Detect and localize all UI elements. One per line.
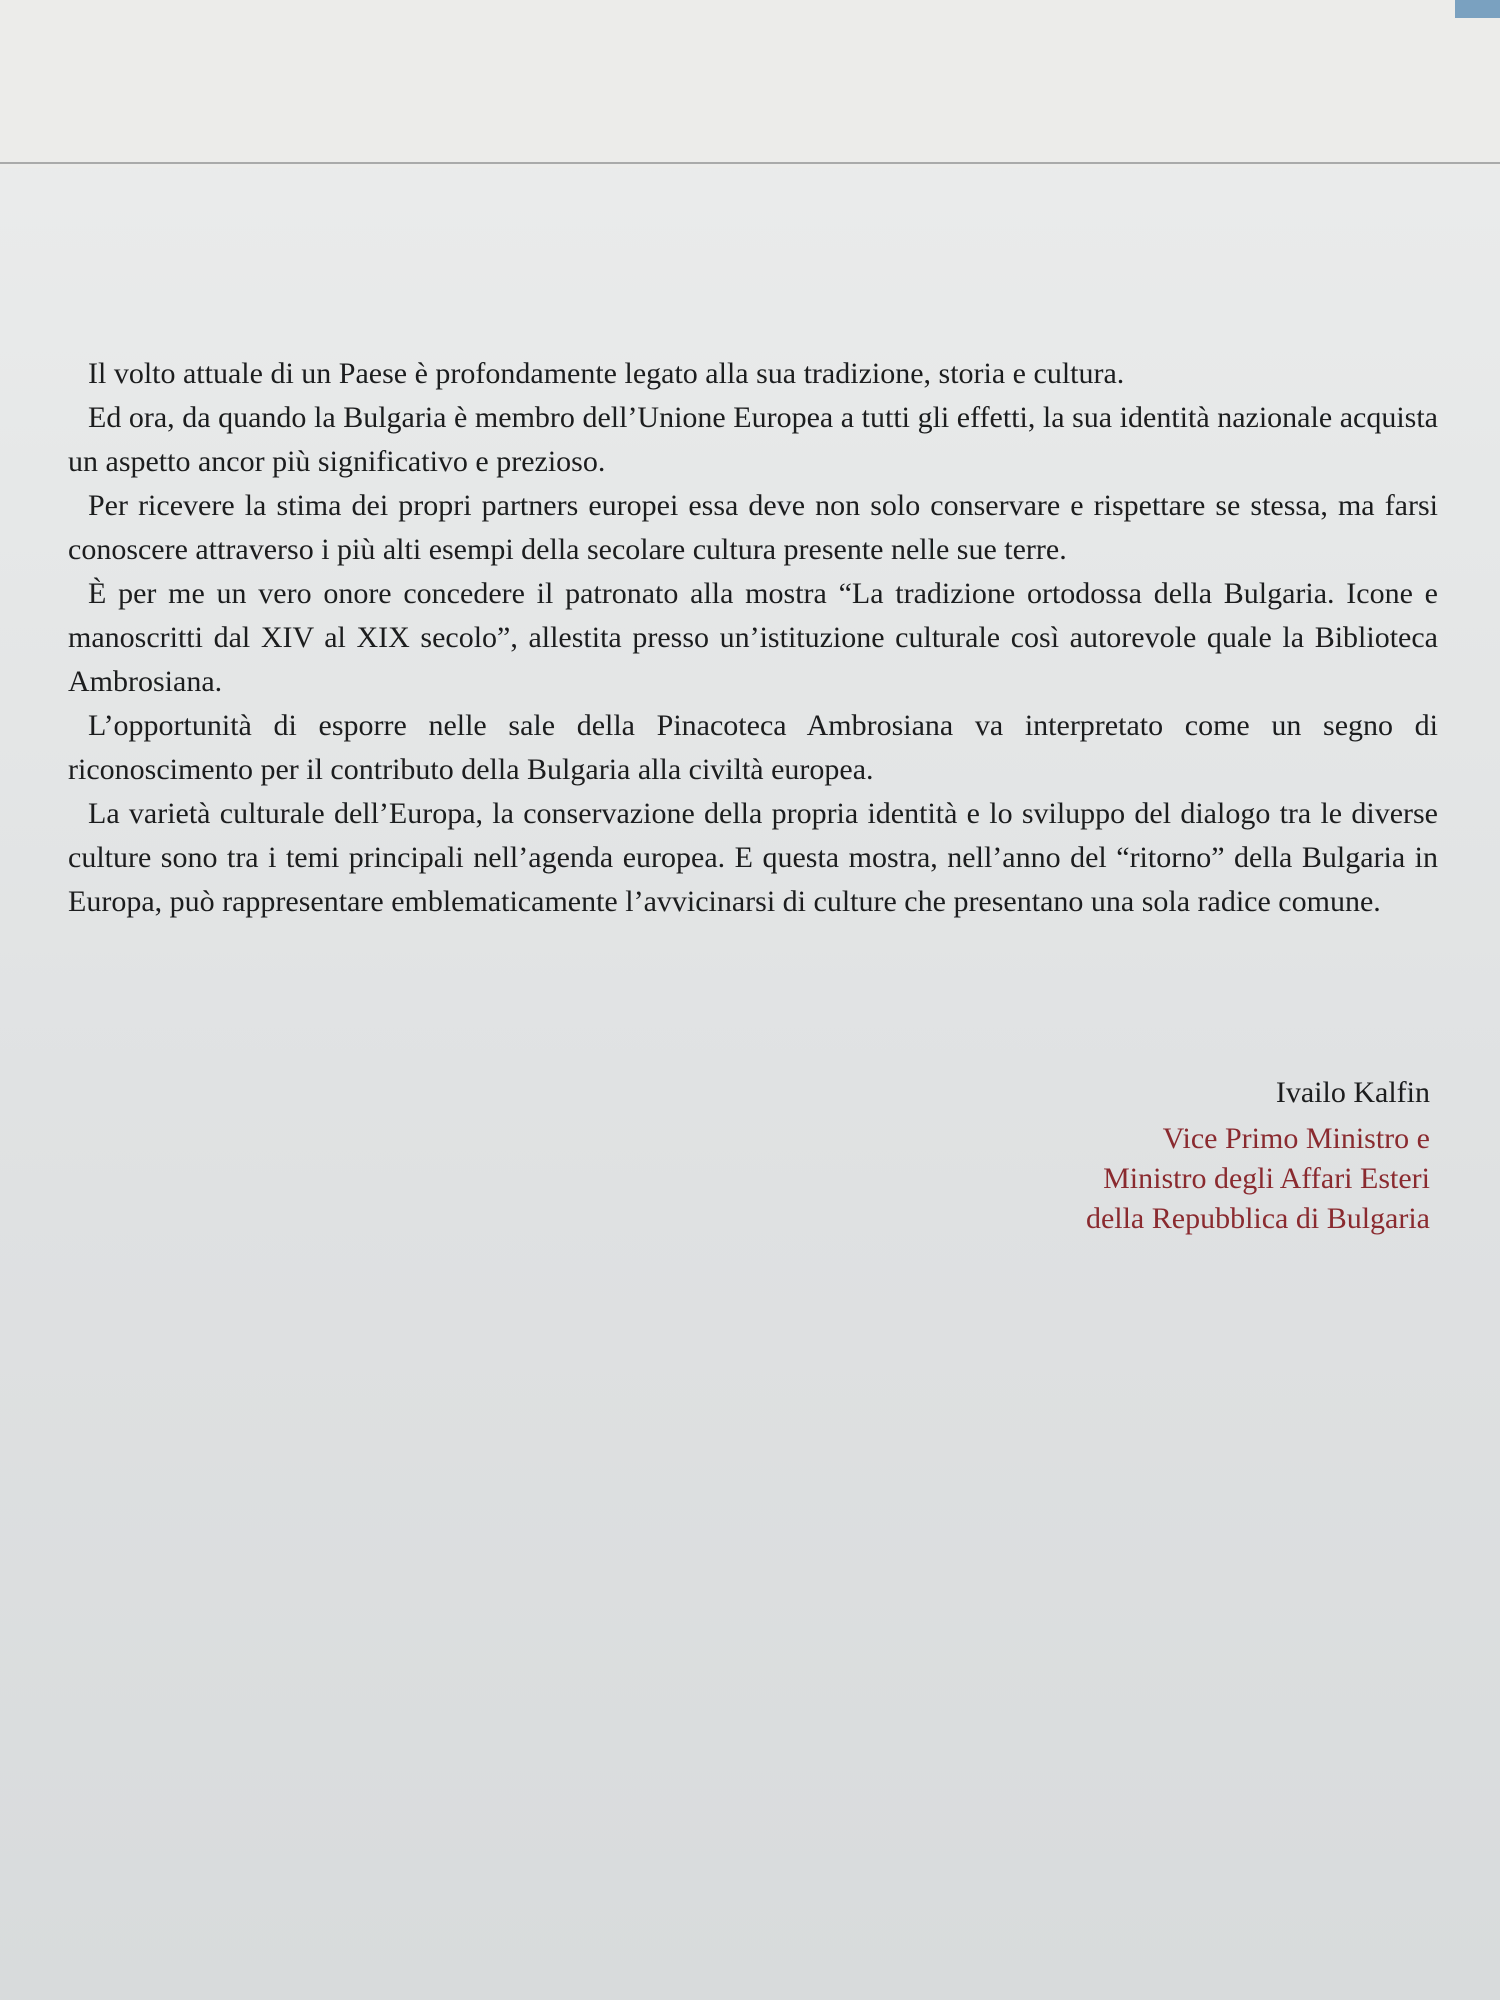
signatory-name: Ivailo Kalfin (1275, 1076, 1430, 1109)
signatory-title-line-2: Ministro degli Affari Esteri (1103, 1162, 1430, 1195)
paragraph-3: Per ricevere la stima dei propri partners europei essa deve non solo conservare e rispettare se stessa, ma farsi conoscere attraverso i più alti esempi della secolare cultura presente nelle sue terre. (68, 489, 1438, 566)
paragraph-6: La varietà culturale dell’Europa, la conservazione della propria identità e lo sviluppo del dialogo tra le diverse culture sono tra i temi principali nell’agenda europea. E questa mostra, nell’anno del “ritorno” della Bulgaria in Europa, può rappresentare emblematicamente l’avvicinarsi di culture che presentano una sola radice comune. (68, 797, 1438, 918)
paragraph-1: Il volto attuale di un Paese è profondamente legato alla sua tradizione, storia e cultura. (88, 357, 1125, 390)
letter-body (68, 352, 1438, 924)
background-corner (1455, 0, 1500, 18)
signatory-title-line-1: Vice Primo Ministro e (1162, 1122, 1430, 1155)
signature-block (730, 1073, 1430, 1239)
signatory-title-line-3: della Repubblica di Bulgaria (1085, 1202, 1430, 1235)
page-top-edge (0, 0, 1500, 168)
paragraph-2: Ed ora, da quando la Bulgaria è membro dell’Unione Europea a tutti gli effetti, la sua identità nazionale acquista un aspetto ancor più significativo e prezioso. (68, 401, 1438, 478)
page-divider (0, 162, 1500, 164)
paragraph-4: È per me un vero onore concedere il patronato alla mostra “La tradizione ortodossa della Bulgaria. Icone e manoscritti dal XIV al XIX secolo”, allestita presso un’istituzione culturale così autorevole quale la Biblioteca Ambrosiana. (68, 577, 1438, 698)
paragraph-5: L’opportunità di esporre nelle sale della Pinacoteca Ambrosiana va interpretato come un segno di riconoscimento per il contributo della Bulgaria alla civiltà europea. (68, 709, 1438, 786)
